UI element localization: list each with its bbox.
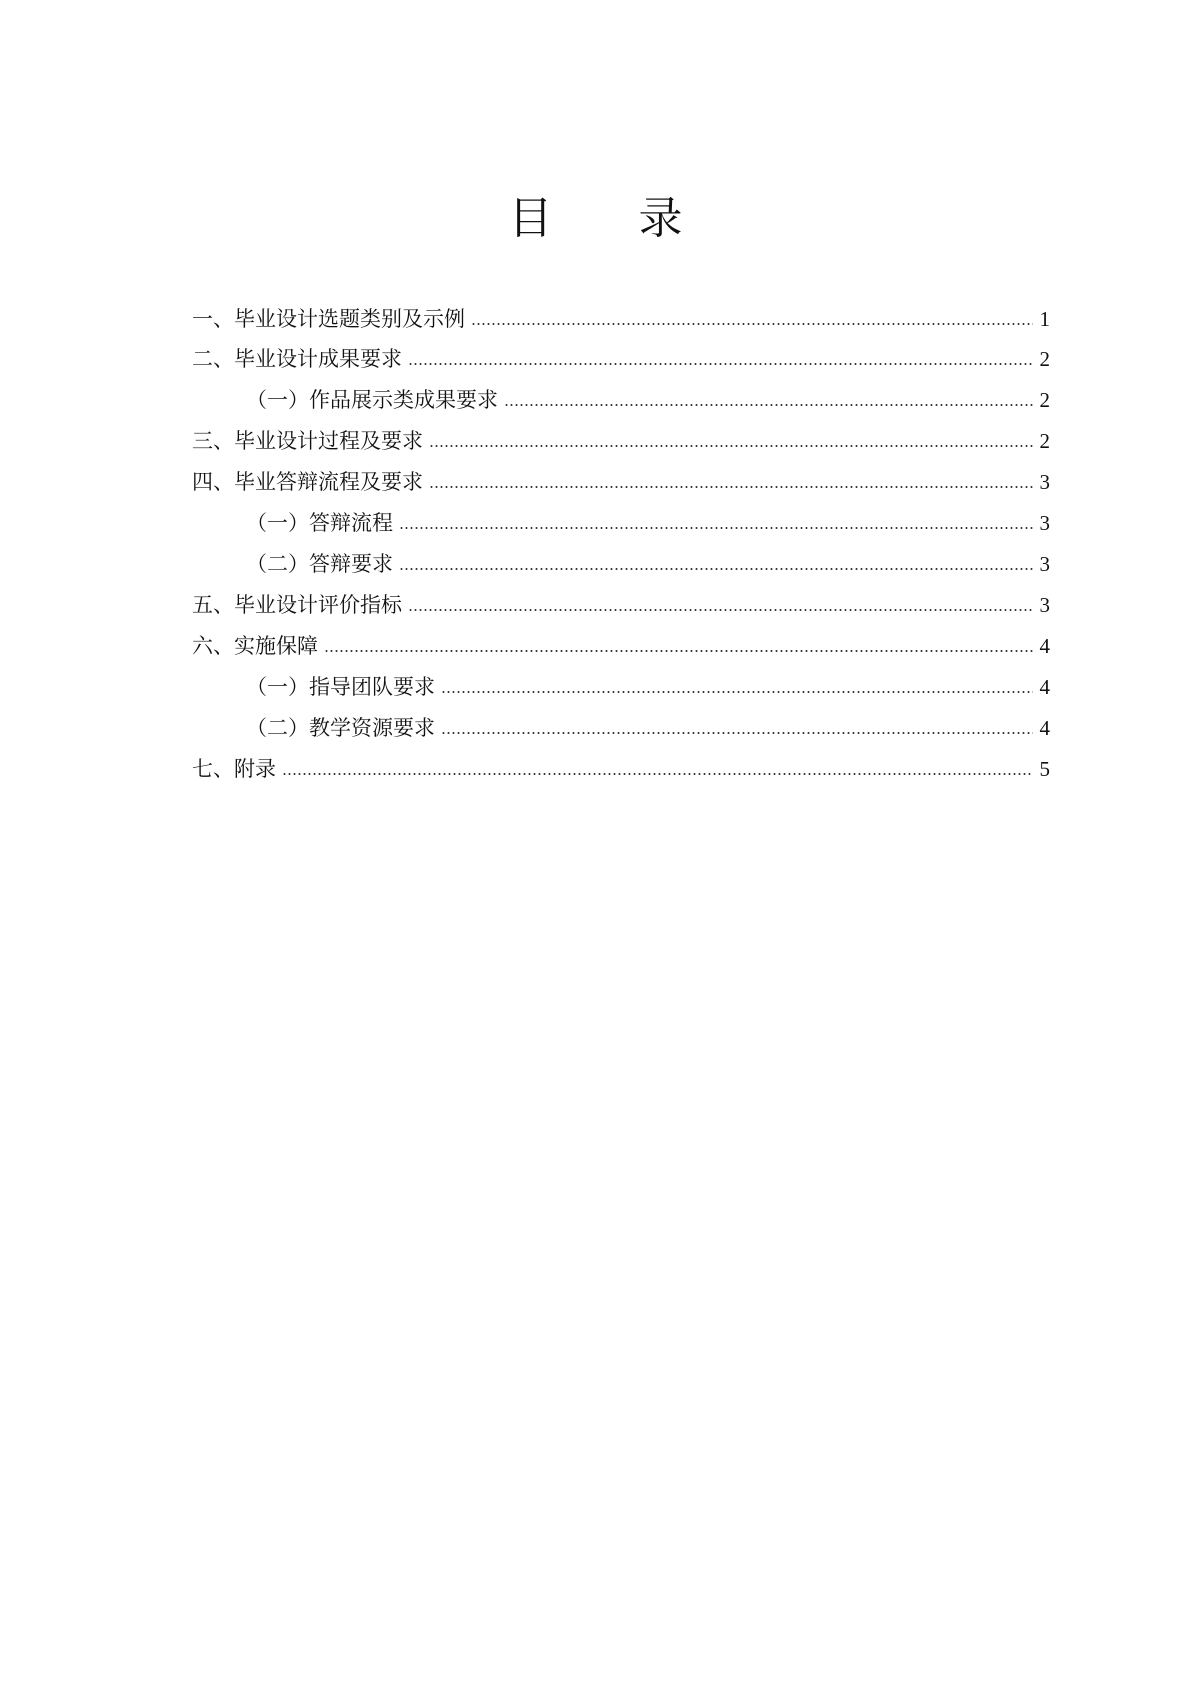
toc-dot-leader — [399, 527, 1033, 529]
toc-dot-leader — [408, 609, 1033, 611]
toc-page-number: 2 — [1039, 429, 1050, 453]
toc-dot-leader — [429, 486, 1033, 488]
toc-page-number: 3 — [1039, 470, 1050, 494]
toc-entry-6-2[interactable] — [246, 697, 1050, 741]
toc-page-number: 5 — [1039, 757, 1050, 781]
toc-page-number: 3 — [1039, 552, 1050, 576]
toc-entry-6-1[interactable] — [246, 656, 1050, 700]
toc-dot-leader — [504, 404, 1033, 406]
toc-entry-label: （二）教学资源要求 — [246, 716, 435, 740]
toc-entry-4-1[interactable] — [246, 492, 1050, 536]
toc-page-number: 4 — [1039, 634, 1050, 658]
toc-entry-2-1[interactable] — [246, 369, 1050, 413]
toc-page-number: 2 — [1039, 388, 1050, 412]
toc-dot-leader — [324, 650, 1033, 652]
toc-entry-label: 二、毕业设计成果要求 — [192, 347, 402, 371]
toc-page-number: 3 — [1039, 593, 1050, 617]
toc-dot-leader — [471, 323, 1033, 325]
toc-entry-label: 一、毕业设计选题类别及示例 — [192, 307, 465, 331]
toc-entry-label: 六、实施保障 — [192, 634, 318, 658]
toc-page-number: 4 — [1039, 716, 1050, 740]
toc-entry-7[interactable] — [192, 738, 1050, 782]
toc-entry-label: （一）答辩流程 — [246, 511, 393, 535]
toc-entry-label: （一）指导团队要求 — [246, 675, 435, 699]
toc-dot-leader — [408, 363, 1033, 365]
toc-entry-label: （二）答辩要求 — [246, 552, 393, 576]
toc-entry-label: 四、毕业答辩流程及要求 — [192, 470, 423, 494]
toc-entry-label: （一）作品展示类成果要求 — [246, 388, 498, 412]
toc-title: 目 录 — [508, 193, 719, 244]
toc-entry-label: 五、毕业设计评价指标 — [192, 593, 402, 617]
toc-dot-leader — [282, 773, 1033, 775]
toc-page-number: 3 — [1039, 511, 1050, 535]
toc-entry-4-2[interactable] — [246, 533, 1050, 577]
toc-entry-6[interactable] — [192, 615, 1050, 659]
toc-page-number: 1 — [1039, 307, 1050, 331]
toc-page-number: 4 — [1039, 675, 1050, 699]
toc-entry-4[interactable] — [192, 451, 1050, 495]
toc-dot-leader — [441, 691, 1033, 693]
toc-entry-label: 三、毕业设计过程及要求 — [192, 429, 423, 453]
toc-entry-1[interactable] — [192, 288, 1050, 332]
toc-page-number: 2 — [1039, 347, 1050, 371]
toc-dot-leader — [399, 568, 1033, 570]
toc-entry-label: 七、附录 — [192, 757, 276, 781]
toc-entry-3[interactable] — [192, 410, 1050, 454]
toc-entry-5[interactable] — [192, 574, 1050, 618]
toc-dot-leader — [441, 732, 1033, 734]
toc-entry-2[interactable] — [192, 328, 1050, 372]
toc-dot-leader — [429, 445, 1033, 447]
